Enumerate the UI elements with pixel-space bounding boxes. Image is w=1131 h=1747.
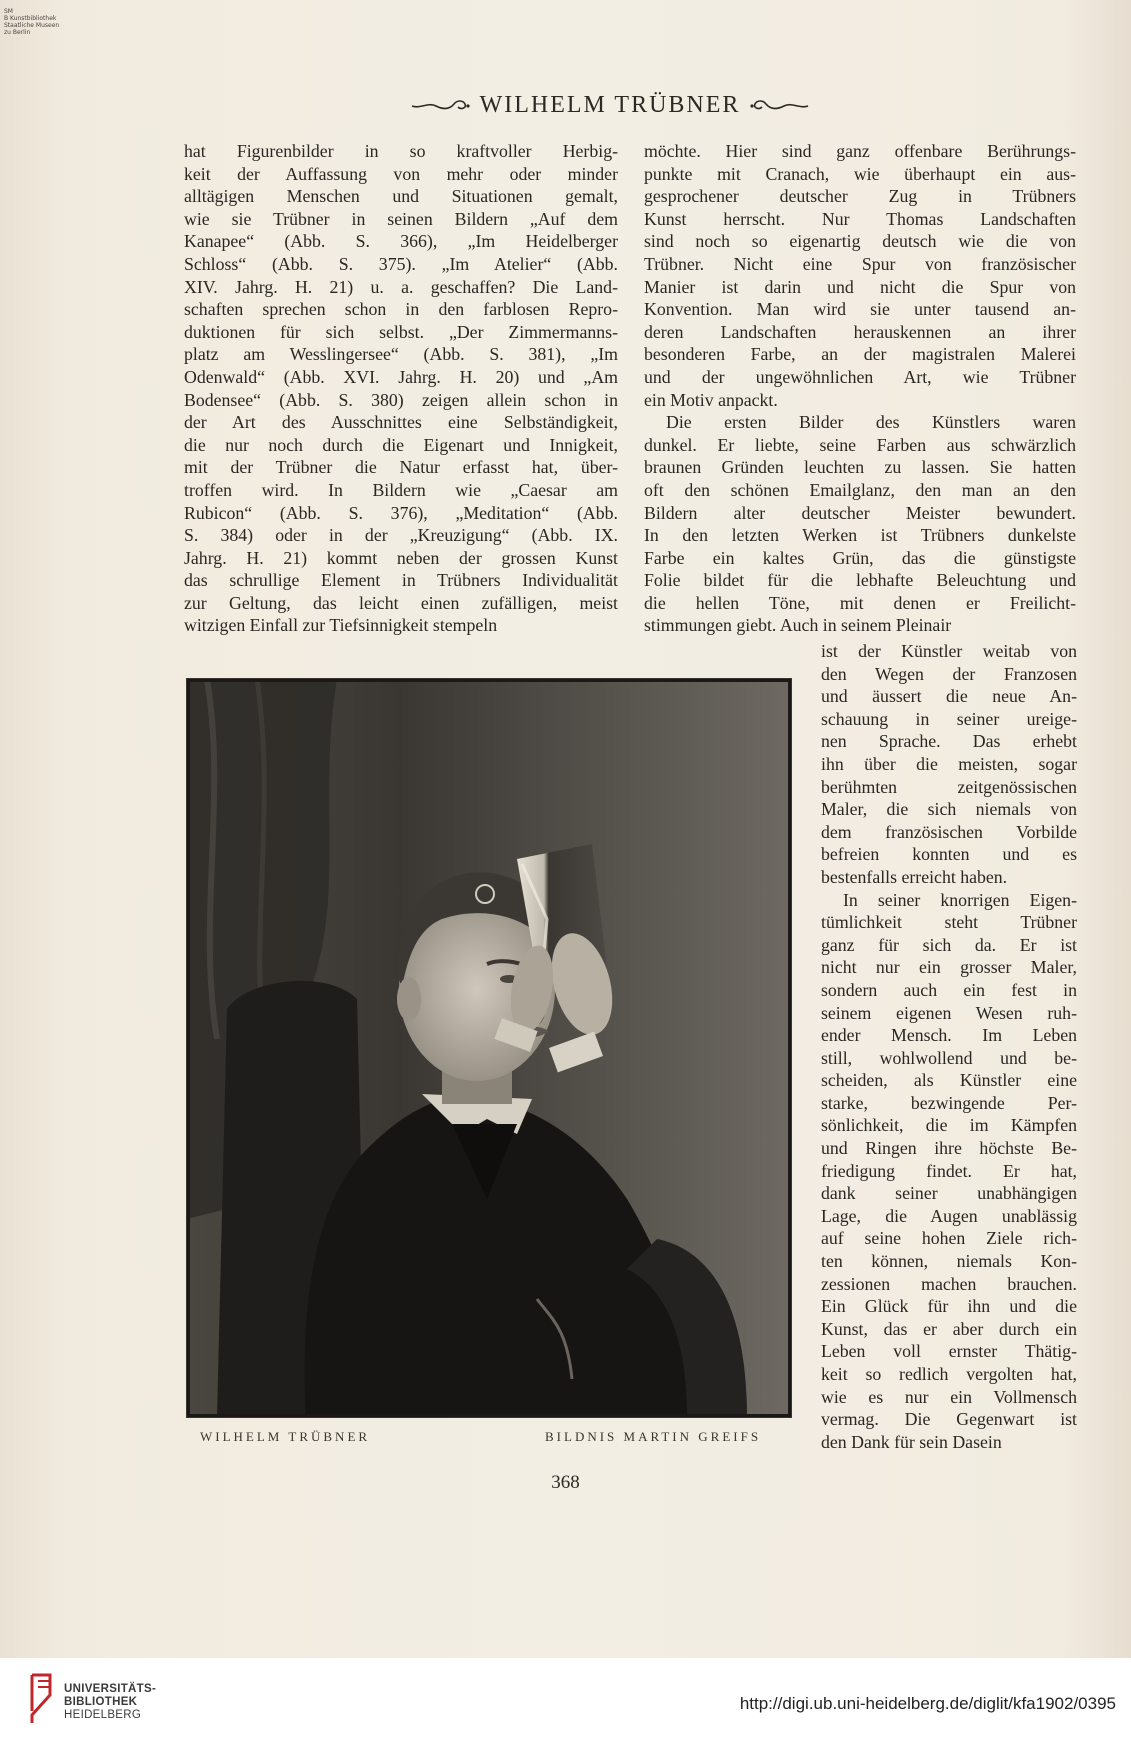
text-line: zur Geltung, das leicht einen zufälligen, meist xyxy=(184,592,618,613)
text-line: stimmungen giebt. Auch in seinem Pleinair xyxy=(644,615,952,636)
text-line: dem französischen Vorbilde xyxy=(821,821,1077,842)
text-line: friedigung findet. Er hat, xyxy=(821,1160,1077,1181)
text-line: Rubicon“ (Abb. S. 376), „Meditation“ (Abb. xyxy=(184,502,618,523)
text-line: platz am Wesslingersee“ (Abb. S. 381), „Im xyxy=(184,344,618,365)
text-line: S. 384) oder in der „Kreuzigung“ (Abb. IX. xyxy=(184,525,618,546)
text-line: die hellen Töne, mit denen er Freilicht- xyxy=(644,592,1076,613)
text-line: scheiden, als Künstler eine xyxy=(821,1070,1077,1091)
stamp-line: B Kunstbibliothek xyxy=(4,15,57,22)
text-line: Jahrg. H. 21) kommt neben der grossen Kunst xyxy=(184,547,618,568)
text-line: berühmten zeitgenössischen xyxy=(821,776,1077,797)
source-url-link[interactable]: http://digi.ub.uni-heidelberg.de/diglit/kfa1902/0395 xyxy=(739,1694,1116,1713)
text-line: ist der Künstler weitab von xyxy=(821,641,1077,661)
text-line: ganz für sich da. Er ist xyxy=(821,934,1077,955)
library-name xyxy=(64,1683,156,1722)
text-line: gesprochener deutscher Zug in Trübners xyxy=(644,186,1076,207)
text-line: starke, bezwingende Per- xyxy=(821,1092,1077,1113)
left-text-column xyxy=(184,140,618,637)
text-line: befreien konnten und es xyxy=(821,844,1077,865)
text-line: und Ringen ihre höchste Be- xyxy=(821,1138,1077,1159)
library-stamp xyxy=(4,8,59,36)
text-line: auf seine hohen Ziele rich- xyxy=(821,1228,1077,1249)
text-line: besonderen Farbe, an der magistralen Malerei xyxy=(644,344,1076,365)
text-line: nen Sprache. Das erhebt xyxy=(821,731,1077,752)
text-line: nicht nur ein grosser Maler, xyxy=(821,957,1077,978)
text-line: Maler, die sich niemals von xyxy=(821,799,1077,820)
text-line: Konvention. Man wird sie unter tausend an- xyxy=(644,299,1076,320)
text-line: braunen Gründen leuchten zu lassen. Sie hatten xyxy=(644,457,1076,478)
caption-artist: WILHELM TRÜBNER xyxy=(200,1429,371,1444)
right-narrow-text-column xyxy=(821,640,1077,1453)
left-ornament-icon xyxy=(410,97,470,113)
text-line: und äussert die neue An- xyxy=(821,686,1077,707)
text-line: Lage, die Augen unablässig xyxy=(821,1205,1077,1226)
text-line: Leben voll ernster Thätig- xyxy=(821,1341,1077,1362)
text-line: die nur noch durch die Eigenart und Innigkeit, xyxy=(184,434,618,455)
text-line: Manier ist darin und nicht die Spur von xyxy=(644,276,1076,297)
text-line: schauung in seiner ureige- xyxy=(821,708,1077,729)
library-line: HEIDELBERG xyxy=(64,1709,142,1721)
text-line: Kunst herrscht. Nur Thomas Landschaften xyxy=(644,208,1076,229)
portrait-plate xyxy=(186,678,792,1418)
text-line: Die ersten Bilder des Künstlers waren xyxy=(666,412,1076,433)
page-header-title: WILHELM TRÜBNER xyxy=(479,91,741,118)
text-line: seinem eigenen Wesen ruh- xyxy=(821,1002,1077,1023)
text-line: In den letzten Werken ist Trübners dunkelste xyxy=(644,525,1076,546)
text-line: dank seiner unabhängigen xyxy=(821,1183,1077,1204)
text-line: XIV. Jahrg. H. 21) u. a. geschaffen? Die Land- xyxy=(184,276,618,297)
text-line: Bildern alter deutscher Meister bewundert. xyxy=(644,502,1076,523)
stamp-line: Staatliche Museen xyxy=(4,22,60,29)
text-line: sind noch so eigenartig deutsch wie die von xyxy=(644,231,1076,252)
right-text-column xyxy=(644,140,1076,637)
text-line: Trübner. Nicht eine Spur von französischer xyxy=(644,253,1076,274)
text-line: den Dank für sein Dasein xyxy=(821,1431,1002,1452)
text-line: In seiner knorrigen Eigen- xyxy=(843,889,1077,910)
text-line: und der ungewöhnlichen Art, wie Trübner xyxy=(644,366,1076,387)
text-line: möchte. Hier sind ganz offenbare Berührungs- xyxy=(644,141,1076,161)
text-line: witzigen Einfall zur Tiefsinnigkeit stempeln xyxy=(184,615,498,636)
text-line: alltägigen Menschen und Situationen gemalt, xyxy=(184,186,618,207)
text-line: Kunst, das er aber durch ein xyxy=(821,1318,1077,1339)
text-line: schaften sprechen schon in den farblosen Repro- xyxy=(184,299,618,320)
text-line: Folie bildet für die lebhafte Beleuchtung und xyxy=(644,570,1076,591)
university-library-logo-icon xyxy=(28,1671,54,1727)
text-line: zessionen machen brauchen. xyxy=(821,1273,1077,1294)
text-line: Odenwald“ (Abb. XVI. Jahrg. H. 20) und „Am xyxy=(184,366,618,387)
text-line: mit der Trübner die Natur erfasst hat, über- xyxy=(184,457,618,478)
text-line: Schloss“ (Abb. S. 375). „Im Atelier“ (Abb. xyxy=(184,253,618,274)
text-line: Ein Glück für ihn und die xyxy=(821,1296,1077,1317)
stamp-line: zu Berlin xyxy=(4,29,31,36)
text-line: den Wegen der Franzosen xyxy=(821,663,1077,684)
text-line: ender Mensch. Im Leben xyxy=(821,1025,1077,1046)
text-line: ein Motiv anpackt. xyxy=(644,389,778,410)
text-line: still, wohlwollend und be- xyxy=(821,1047,1077,1068)
text-line: deren Landschaften herauskennen an ihrer xyxy=(644,321,1076,342)
text-line: sönlichkeit, die im Kämpfen xyxy=(821,1115,1077,1136)
text-line: troffen wird. In Bildern wie „Caesar am xyxy=(184,479,618,500)
stamp-line: SM xyxy=(4,8,13,15)
text-line: dunkel. Er liebte, seine Farben aus schwärzlich xyxy=(644,434,1076,455)
right-ornament-icon xyxy=(750,97,810,113)
text-line: keit der Auffassung von mehr oder minder xyxy=(184,163,618,184)
text-line: vermag. Die Gegenwart ist xyxy=(821,1409,1077,1430)
text-line: punkte mit Cranach, wie überhaupt ein aus- xyxy=(644,163,1076,184)
page-number: 368 xyxy=(551,1472,580,1493)
text-line: keit so redlich vergolten hat, xyxy=(821,1364,1077,1384)
library-line: BIBLIOTHEK xyxy=(64,1696,138,1708)
caption-title: BILDNIS MARTIN GREIFS xyxy=(545,1429,762,1444)
text-line: hat Figurenbilder in so kraftvoller Herbig- xyxy=(184,141,618,161)
text-line: bestenfalls erreicht haben. xyxy=(821,866,1008,887)
text-line: tümlichkeit steht Trübner xyxy=(821,912,1077,933)
text-line: Farbe ein kaltes Grün, das die günstigste xyxy=(644,547,1076,568)
text-line: ten können, niemals Kon- xyxy=(821,1251,1077,1272)
portrait-illustration xyxy=(187,679,791,1417)
text-line: ihn über die meisten, sogar xyxy=(821,753,1077,774)
text-line: sondern auch ein fest in xyxy=(821,979,1077,1000)
text-line: duktionen für sich selbst. „Der Zimmermanns- xyxy=(184,321,618,342)
text-line: das schrullige Element in Trübners Individualität xyxy=(184,570,618,591)
text-line: wie es nur ein Vollmensch xyxy=(821,1386,1077,1407)
text-line: Kanapee“ (Abb. S. 366), „Im Heidelberger xyxy=(184,231,618,252)
text-line: wie sie Trübner in seinen Bildern „Auf dem xyxy=(184,208,618,229)
text-line: oft den schönen Emailglanz, den man an den xyxy=(644,479,1076,500)
library-line: UNIVERSITÄTS- xyxy=(64,1683,157,1695)
text-line: Bodensee“ (Abb. S. 380) zeigen allein schon in xyxy=(184,389,618,410)
text-line: der Art des Ausschnittes eine Selbständigkeit, xyxy=(184,412,618,433)
running-header xyxy=(380,90,840,120)
